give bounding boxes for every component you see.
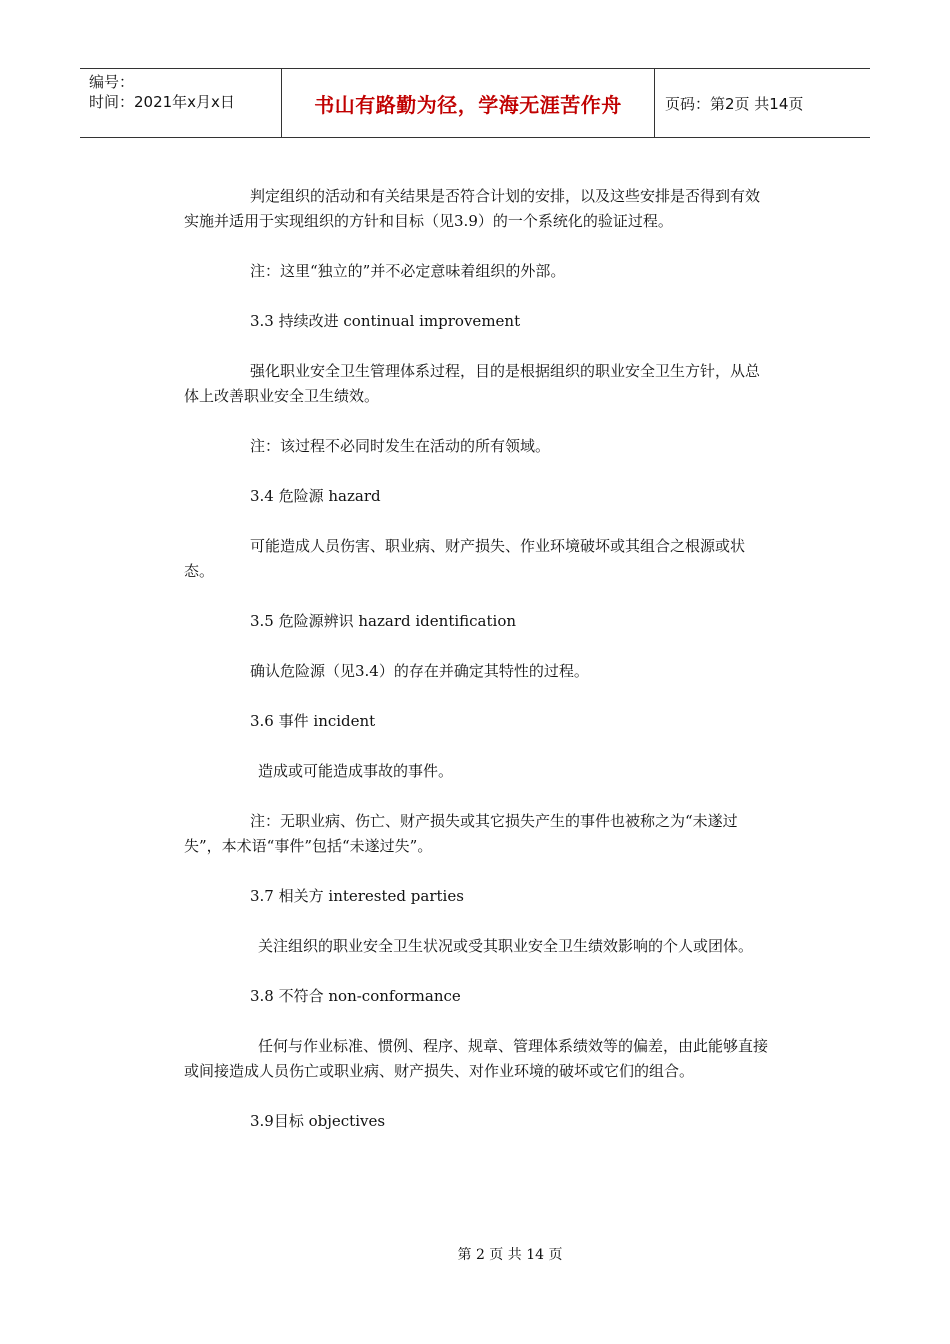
document-body <box>184 184 774 1159</box>
page-header <box>80 68 870 138</box>
page-footer: 第 2 页 共 14 页 <box>457 1247 563 1263</box>
heading-3-5: 3.5 危险源辨识 hazard identification <box>250 612 517 630</box>
heading-3-8: 3.8 不符合 non-conformance <box>250 987 461 1005</box>
paragraph-hazard-identification: 确认危险源（见3.4）的存在并确定其特性的过程。 <box>250 662 589 680</box>
doc-time-label: 时间：2021年x月x日 <box>89 93 235 111</box>
paragraph-audit-definition: 判定组织的活动和有关结果是否符合计划的安排，以及这些安排是否得到有效实施并适用于实现组织的方针和目标（见3.9）的一个系统化的验证过程。 <box>184 187 761 230</box>
doc-number-label: 编号： <box>89 73 135 91</box>
paragraph-non-conformance: 任何与作业标准、惯例、程序、规章、管理体系绩效等的偏差，由此能够直接或间接造成人员伤亡或职业病、财产损失、对作业环境的破坏或它们的组合。 <box>184 1037 769 1080</box>
header-motto: 书山有路勤为径，学海无涯苦作舟 <box>282 69 655 137</box>
paragraph-interested-parties: 关注组织的职业安全卫生状况或受其职业安全卫生绩效影响的个人或团体。 <box>258 937 754 955</box>
paragraph-incident: 造成或可能造成事故的事件。 <box>258 762 454 780</box>
note-independent: 注：这里“独立的”并不必定意味着组织的外部。 <box>250 262 566 280</box>
note-continual-improvement: 注：该过程不必同时发生在活动的所有领域。 <box>250 437 551 455</box>
paragraph-continual-improvement: 强化职业安全卫生管理体系过程，目的是根据组织的职业安全卫生方针，从总体上改善职业安全卫生绩效。 <box>184 362 761 405</box>
heading-3-9: 3.9目标 objectives <box>250 1112 386 1130</box>
paragraph-hazard: 可能造成人员伤害、职业病、财产损失、作业环境破坏或其组合之根源或状态。 <box>184 537 746 580</box>
header-page-info: 页码：第2页 共14页 <box>665 94 804 113</box>
header-meta <box>80 69 282 137</box>
heading-3-3: 3.3 持续改进 continual improvement <box>250 312 521 330</box>
note-incident: 注：无职业病、伤亡、财产损失或其它损失产生的事件也被称之为“未遂过失”，本术语“事件”包括“未遂过失”。 <box>184 812 738 855</box>
heading-3-7: 3.7 相关方 interested parties <box>250 887 464 905</box>
heading-3-4: 3.4 危险源 hazard <box>250 487 381 505</box>
heading-3-6: 3.6 事件 incident <box>250 712 376 730</box>
